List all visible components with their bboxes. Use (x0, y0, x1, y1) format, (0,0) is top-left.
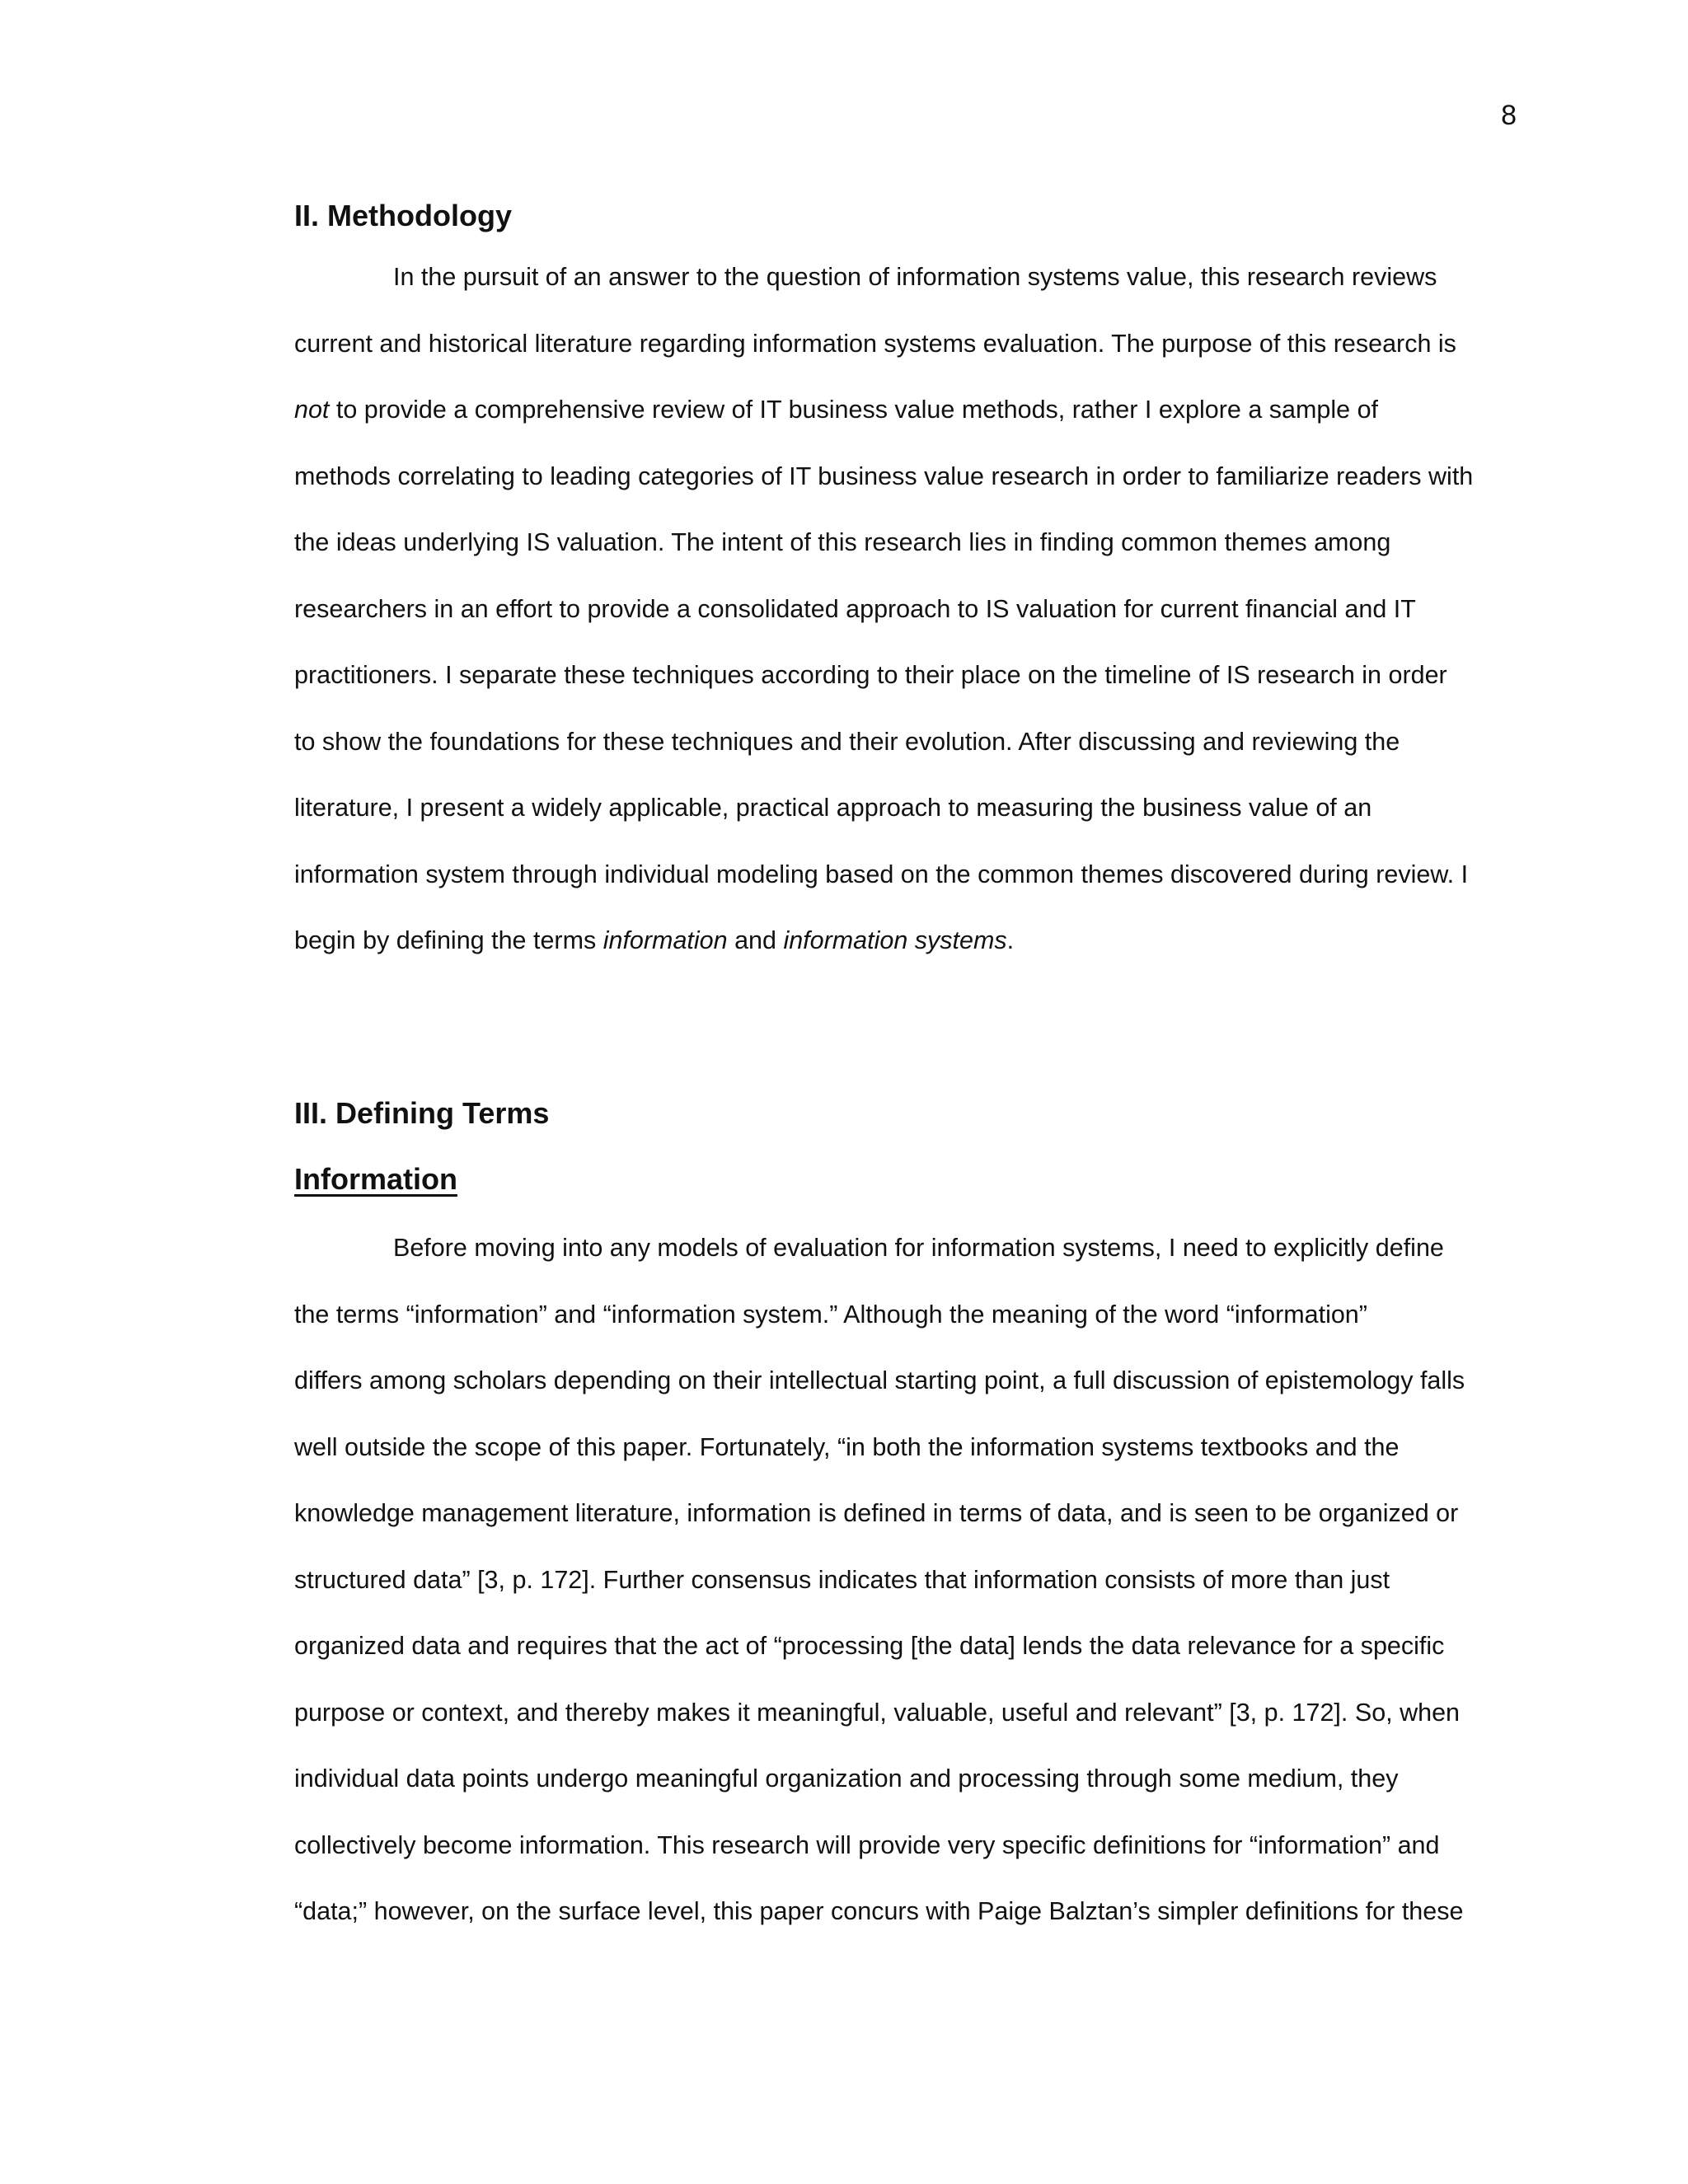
line-text: and (727, 926, 784, 954)
paragraph-line: researchers in an effort to provide a consolidated approach to IS valuation for current financial and IT (294, 594, 1416, 623)
paragraph-line: organized data and requires that the act of “processing [the data] lends the data relevance for a specific (294, 1632, 1445, 1660)
paragraph-line: well outside the scope of this paper. Fortunately, “in both the information systems textbooks and the (294, 1432, 1400, 1461)
paragraph-line: current and historical literature regarding information systems evaluation. The purpose of this research is (294, 329, 1456, 358)
paragraph-line: “data;” however, on the surface level, this paper concurs with Paige Balztan’s simpler definitions for these (294, 1897, 1464, 1925)
paragraph-line: information system through individual modeling based on the common themes discovered during review. I (294, 860, 1469, 888)
paragraph-line: purpose or context, and thereby makes it meaningful, valuable, useful and relevant” [3, p. 172]. So, when (294, 1698, 1461, 1727)
section-heading-methodology: II. Methodology (294, 199, 512, 232)
page-number: 8 (1501, 100, 1517, 131)
paragraph-line: the ideas underlying IS valuation. The intent of this research lies in finding common themes among (294, 528, 1391, 556)
subsection-heading-information: Information (294, 1162, 457, 1196)
section-heading-defining-terms: III. Defining Terms (294, 1096, 550, 1130)
paragraph-line: differs among scholars depending on their intellectual starting point, a full discussion of epistemology falls (294, 1366, 1465, 1394)
paragraph-line: collectively become information. This research will provide very specific definitions for “information” and (294, 1830, 1440, 1859)
paragraph-line: literature, I present a widely applicable, practical approach to measuring the business value of an (294, 794, 1372, 822)
paragraph-line: practitioners. I separate these techniques according to their place on the timeline of IS research in order (294, 661, 1447, 689)
line-text: to provide a comprehensive review of IT business value methods, rather I explore a sample of (329, 396, 1379, 424)
line-text: . (1006, 926, 1015, 954)
line-text: begin by defining the terms (294, 926, 603, 954)
paragraph-line: methods correlating to leading categories of IT business value research in order to familiarize readers with (294, 462, 1474, 490)
paragraph-line: knowledge management literature, information is defined in terms of data, and is seen to be organized or (294, 1499, 1459, 1527)
methodology-paragraph (294, 244, 1473, 974)
paragraph-line: structured data” [3, p. 172]. Further consensus indicates that information consists of more than just (294, 1565, 1390, 1594)
paragraph-line: individual data points undergo meaningful organization and processing through some medium, they (294, 1765, 1399, 1793)
paragraph-line: Before moving into any models of evaluation for information systems, I need to explicitly define (393, 1234, 1444, 1262)
paragraph-line (294, 907, 1473, 974)
emphasis-text: information systems (783, 926, 1007, 954)
paragraph-line: In the pursuit of an answer to the question of information systems value, this research reviews (393, 263, 1437, 291)
emphasis-text: not (294, 396, 330, 424)
paragraph-line: the terms “information” and “information system.” Although the meaning of the word “information” (294, 1300, 1367, 1329)
emphasis-text: information (603, 926, 728, 954)
paragraph-line: to show the foundations for these techniques and their evolution. After discussing and reviewing the (294, 727, 1400, 756)
paragraph-line (294, 377, 1473, 443)
information-paragraph (294, 1215, 1473, 1945)
